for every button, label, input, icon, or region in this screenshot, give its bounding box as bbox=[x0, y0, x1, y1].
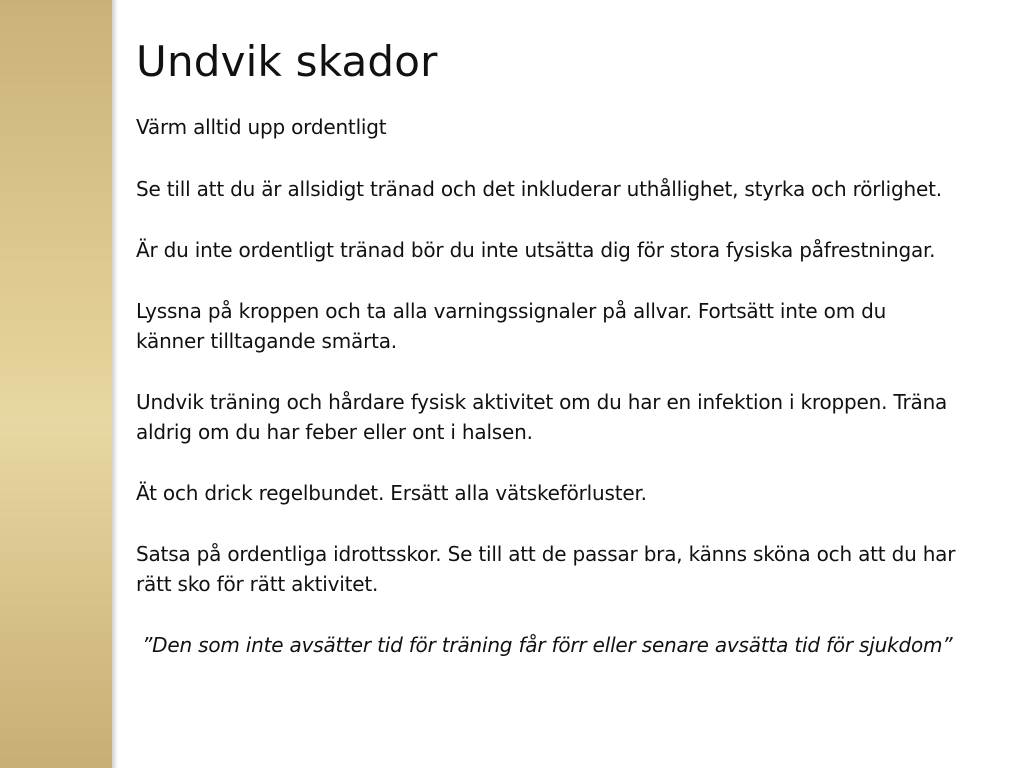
tip-avoid-strain: Är du inte ordentligt tränad bör du inte utsätta dig för stora fysiska påfrestningar. bbox=[136, 238, 936, 262]
tip-warm-up: Värm alltid upp ordentligt bbox=[136, 115, 387, 139]
side-band-shadow bbox=[112, 0, 118, 768]
slide-content bbox=[136, 26, 956, 660]
tip-all-round-training: Se till att du är allsidigt tränad och det inkluderar uthållighet, styrka och rörlighet. bbox=[136, 177, 942, 201]
tip-eat-and-drink: Ät och drick regelbundet. Ersätt alla vätskeförluster. bbox=[136, 481, 647, 505]
decorative-side-band bbox=[0, 0, 112, 768]
slide-title: Undvik skador bbox=[136, 37, 438, 86]
tip-proper-shoes: Satsa på ordentliga idrottsskor. Se till att de passar bra, känns sköna och att du har rätt sko för rätt aktivitet. bbox=[136, 542, 956, 596]
tip-avoid-infection-training: Undvik träning och hårdare fysisk aktivitet om du har en infektion i kroppen. Träna aldrig om du har feber eller ont i halsen. bbox=[136, 390, 948, 444]
closing-quote: ”Den som inte avsätter tid för träning får förr eller senare avsätta tid för sjukdom” bbox=[142, 633, 953, 657]
tip-listen-to-body: Lyssna på kroppen och ta alla varningssignaler på allvar. Fortsätt inte om du känner tilltagande smärta. bbox=[136, 299, 887, 353]
